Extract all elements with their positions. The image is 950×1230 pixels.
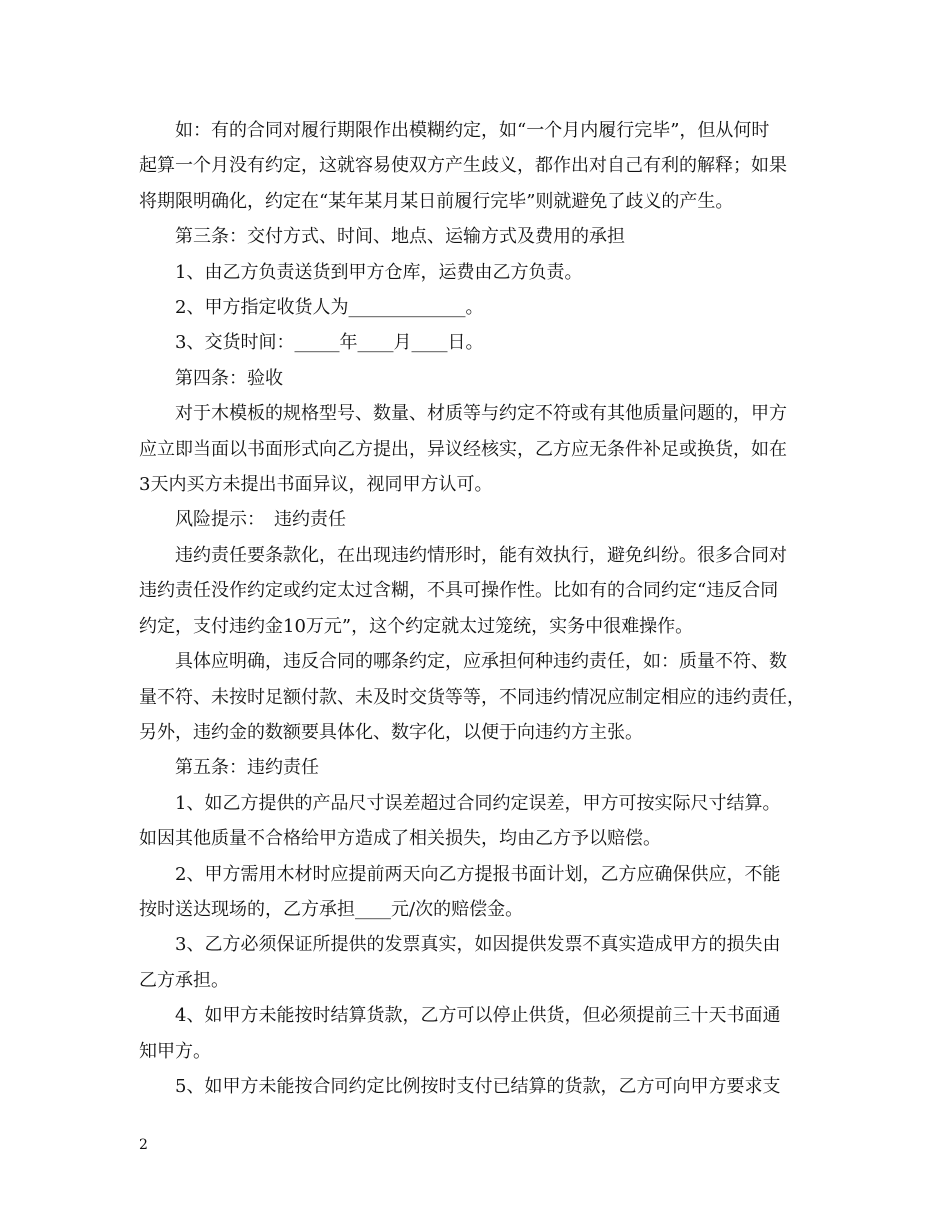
line-13: 违约责任要条款化，在出现违约情形时，能有效执行，避免纠纷。很多合同对 <box>175 544 787 566</box>
line-20: 1、如乙方提供的产品尺寸误差超过合同约定误差，甲方可按实际尺寸结算。 <box>175 792 781 814</box>
line-7: 3、交货时间：_____年____月____日。 <box>175 332 484 354</box>
line-3: 将期限明确化，约定在“某年某月某日前履行完毕”则就避免了歧义的产生。 <box>139 190 734 212</box>
line-2: 起算一个月没有约定，这就容易使双方产生歧义，都作出对自己有利的解释；如果 <box>139 155 787 177</box>
line-10: 应立即当面以书面形式向乙方提出，异议经核实，乙方应无条件补足或换货，如在 <box>139 438 787 460</box>
line-21: 如因其他质量不合格给甲方造成了相关损失，均由乙方予以赔偿。 <box>139 828 661 850</box>
line-18: 另外，违约金的数额要具体化、数字化，以便于向违约方主张。 <box>139 721 643 743</box>
line-5: 1、由乙方负责送货到甲方仓库，运费由乙方负责。 <box>175 261 583 283</box>
line-9: 对于木模板的规格型号、数量、材质等与约定不符或有其他质量问题的，甲方 <box>175 403 787 425</box>
line-17: 量不符、未按时足额付款、未及时交货等等，不同违约情况应制定相应的违约责任， <box>139 686 805 708</box>
page-number: 2 <box>139 1137 148 1153</box>
line-15: 约定，支付违约金10万元”，这个约定就太过笼统，实务中很难操作。 <box>139 615 694 637</box>
line-16: 具体应明确，违反合同的哪条约定，应承担何种违约责任，如：质量不符、数 <box>175 651 787 673</box>
line-6: 2、甲方指定收货人为_____________。 <box>175 297 484 319</box>
line-12: 风险提示： 违约责任 <box>175 509 346 531</box>
line-25: 乙方承担。 <box>139 969 229 991</box>
line-22: 2、甲方需用木材时应提前两天向乙方提报书面计划，乙方应确保供应，不能 <box>175 863 781 885</box>
line-24: 3、乙方必须保证所提供的发票真实，如因提供发票不真实造成甲方的损失由 <box>175 934 781 956</box>
line-11: 3天内买方未提出书面异议，视同甲方认可。 <box>139 474 493 496</box>
line-8: 第四条：验收 <box>175 367 283 389</box>
document-body <box>139 113 811 1104</box>
line-1: 如：有的合同对履行期限作出模糊约定，如“一个月内履行完毕”，但从何时 <box>175 120 770 141</box>
line-4: 第三条：交付方式、时间、地点、运输方式及费用的承担 <box>175 226 625 248</box>
line-23: 按时送达现场的，乙方承担____元/次的赔偿金。 <box>139 898 524 920</box>
line-28: 5、如甲方未能按合同约定比例按时支付已结算的货款，乙方可向甲方要求支 <box>175 1075 781 1097</box>
line-26: 4、如甲方未能按时结算货款，乙方可以停止供货，但必须提前三十天书面通 <box>175 1005 781 1027</box>
line-19: 第五条：违约责任 <box>175 757 319 779</box>
line-14: 违约责任没作约定或约定太过含糊，不具可操作性。比如有的合同约定“违反合同 <box>139 580 779 602</box>
line-27: 知甲方。 <box>139 1040 211 1062</box>
